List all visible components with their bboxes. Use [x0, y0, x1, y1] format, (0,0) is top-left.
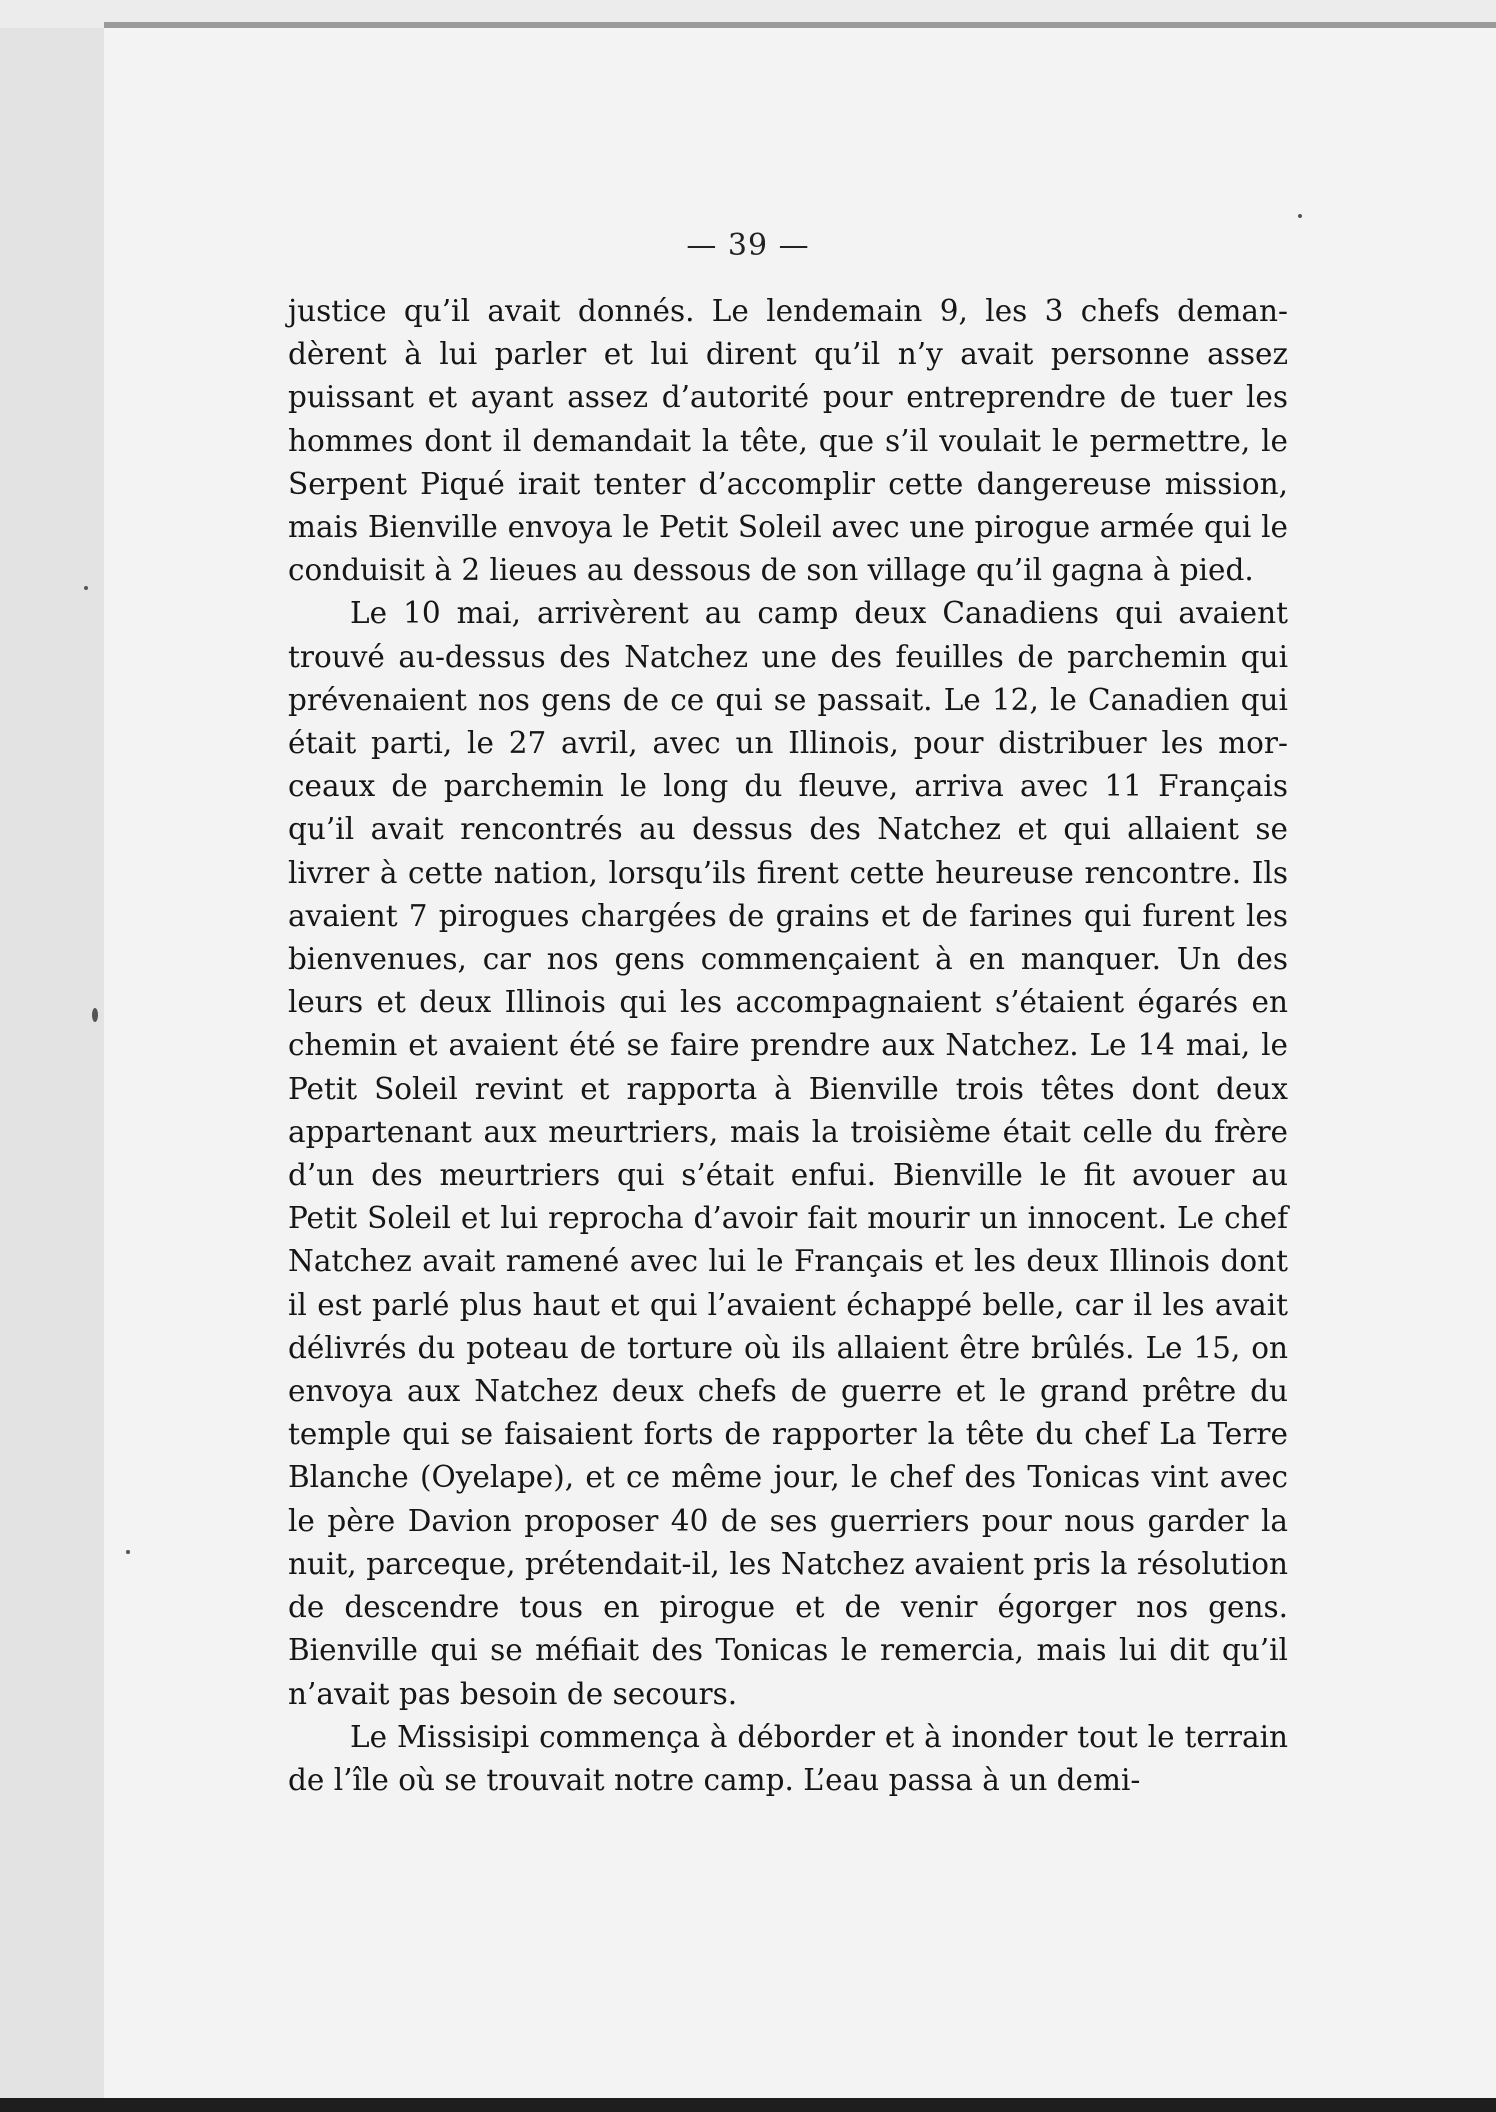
- scan-speck: [92, 1008, 98, 1022]
- page-number: — 39 —: [686, 228, 810, 263]
- paragraph-may-events: Le 10 mai, arrivèrent au camp deux Canadiens qui avaient trouvé au-dessus des Natchez une des feuilles de parchemin qui prévenaient nos gens de ce qui se passait. Le 12, le Canadien qui était parti, le 27 avril, avec un Illinois, pour distribuer les morceaux de parchemin le long du fleuve, arriva avec 11 Français qu’il avait rencontrés au dessus des Natchez et qui allaient se livrer à cette nation, lorsqu’ils firent cette heureuse rencontre. Ils avaient 7 pirogues chargées de grains et de farines qui furent les bienvenues, car nos gens commençaient à en manquer. Un des leurs et deux Illinois qui les accompagnaient s’étaient égarés en chemin et avaient été se faire prendre aux Natchez. Le 14 mai, le Petit Soleil revint et rapporta à Bienville trois têtes dont deux appartenant aux meurtriers, mais la troisième était celle du frère d’un des meurtriers qui s’était enfui. Bienville le fit avouer au Petit Soleil et lui reprocha d’avoir fait mourir un innocent. Le chef Natchez avait ramené avec lui le Français et les deux Illinois dont il est parlé plus haut et qui l’avaient échappé belle, car il les avait délivrés du poteau de torture où ils allaient être brûlés. Le 15, on envoya aux Natchez deux chefs de guerre et le grand prêtre du temple qui se faisaient forts de rapporter la tête du chef La Terre Blanche (Oyelape), et ce même jour, le chef des Tonicas vint avec le père Davion proposer 40 de ses guerriers pour nous garder la nuit, parceque, prétendait-il, les Natchez avaient pris la résolution de descendre tous en pirogue et de venir égorger nos gens. Bienville qui se méfiait des Tonicas le remercia, mais lui dit qu’il n’avait pas besoin de secours.: [288, 596, 1288, 1711]
- scan-speck: [1298, 214, 1302, 218]
- scan-bottom-border: [0, 2098, 1496, 2112]
- facing-page-edge: [0, 28, 107, 2112]
- scan-speck: [126, 1550, 130, 1554]
- paragraph-continuation: justice qu’il avait donnés. Le lendemain 9, les 3 chefs demandèrent à lui parler et lui dirent qu’il n’y avait personne assez puissant et ayant assez d’autorité pour entreprendre de tuer les hommes dont il demandait la tête, que s’il voulait le permettre, le Serpent Piqué irait tenter d’accomplir cette dangereuse mission, mais Bienville envoya le Petit Soleil avec une pirogue armée qui le conduisit à 2 lieues au dessous de son village qu’il gagna à pied.: [288, 294, 1288, 588]
- scan-speck: [84, 586, 88, 590]
- body-text: [288, 290, 1288, 1802]
- paragraph-flood: Le Missisipi commença à déborder et à inonder tout le terrain de l’île où se trouvait notre camp. L’eau passa à un demi-: [288, 1719, 1288, 1797]
